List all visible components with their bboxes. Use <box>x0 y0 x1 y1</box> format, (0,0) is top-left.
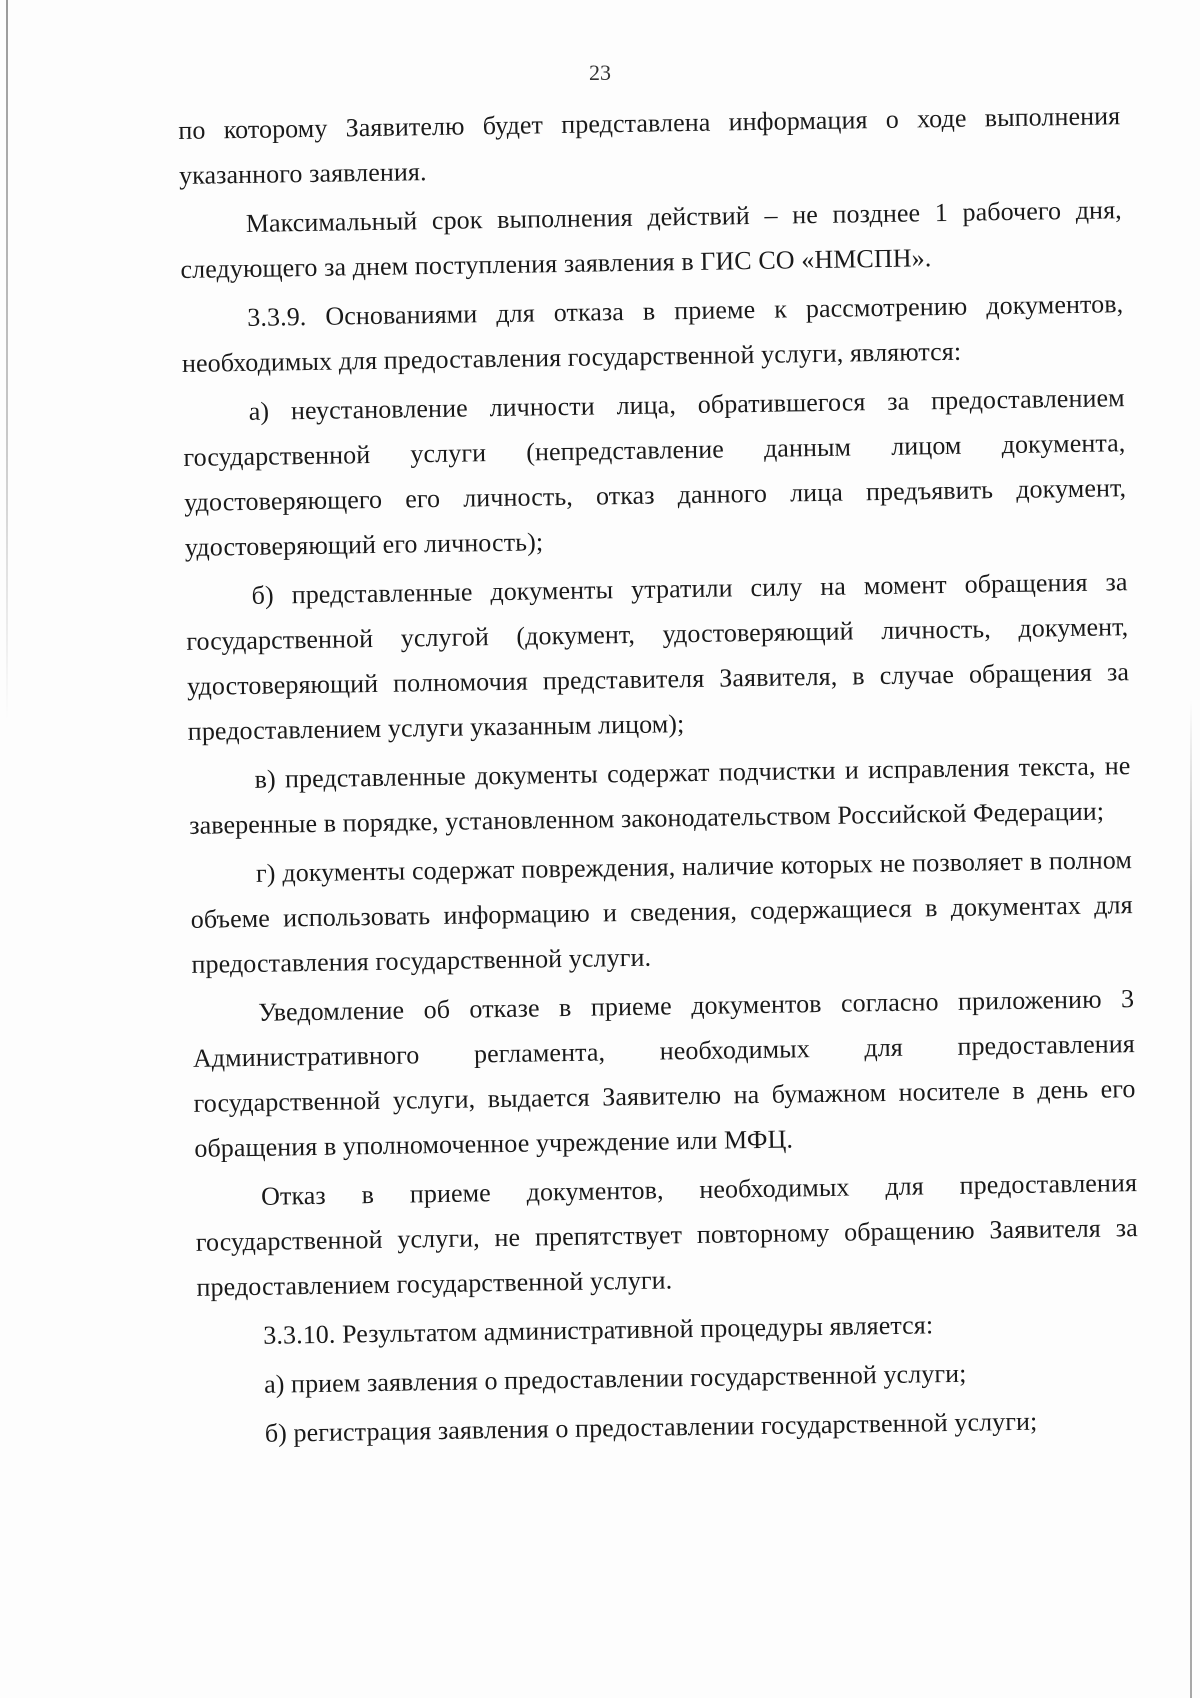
list-item-a: а) неустановление личности лица, обратившегося за предоставлением государственной услуги (непредставление данным лицом документа, удостоверяющего его личность, отказ данного лица предъявить документ, удостоверяющий его личность); <box>183 383 1127 562</box>
scan-edge-left <box>6 0 8 720</box>
result-item-b: б) регистрация заявления о предоставлении государственной услуги; <box>264 1406 1038 1448</box>
document-body <box>178 93 1141 1461</box>
paragraph-refusal-notice: Уведомление об отказе в приеме документов согласно приложению 3 Административного регламента, необходимых для предоставления государственной услуги, выдается Заявителю на бумажном носителе в день его обращения в уполномоченное учреждение или МФЦ. <box>192 984 1136 1163</box>
paragraph-max-term: Максимальный срок выполнения действий – не позднее 1 рабочего дня, следующего за днем поступления заявления в ГИС СО «НМСПН». <box>180 195 1122 284</box>
list-item-g: г) документы содержат повреждения, наличие которых не позволяет в полном объеме использовать информацию и сведения, содержащиеся в документах для предоставления государственной услуги. <box>190 845 1133 979</box>
paragraph-3-3-9: 3.3.9. Основаниями для отказа в приеме к рассмотрению документов, необходимых для предоставления государственной услуги, являются: <box>181 289 1124 378</box>
scan-edge-right <box>1190 700 1192 1698</box>
list-item-v: в) представленные документы содержат подчистки и исправления текста, не заверенные в порядке, установленном законодательством Российской Федерации; <box>189 751 1131 840</box>
result-item-a: а) прием заявления о предоставлении государственной услуги; <box>263 1358 967 1399</box>
list-item-b: б) представленные документы утратили силу на момент обращения за государственной услугой (документ, удостоверяющий личность, документ, удостоверяющий полномочия представителя Заявителя, в случае обращения за предоставлением услуги указанным лицом); <box>186 567 1130 746</box>
paragraph-3-3-10: 3.3.10. Результатом административной процедуры является: <box>263 1310 934 1350</box>
paragraph-continuation: по которому Заявителю будет представлена информация о ходе выполнения указанного заявления. <box>178 101 1121 190</box>
paragraph-refusal-repeat: Отказ в приеме документов, необходимых для предоставления государственной услуги, не препятствует повторному обращению Заявителя за предоставлением государственной услуги. <box>195 1168 1138 1302</box>
page-number: 23 <box>589 60 611 85</box>
